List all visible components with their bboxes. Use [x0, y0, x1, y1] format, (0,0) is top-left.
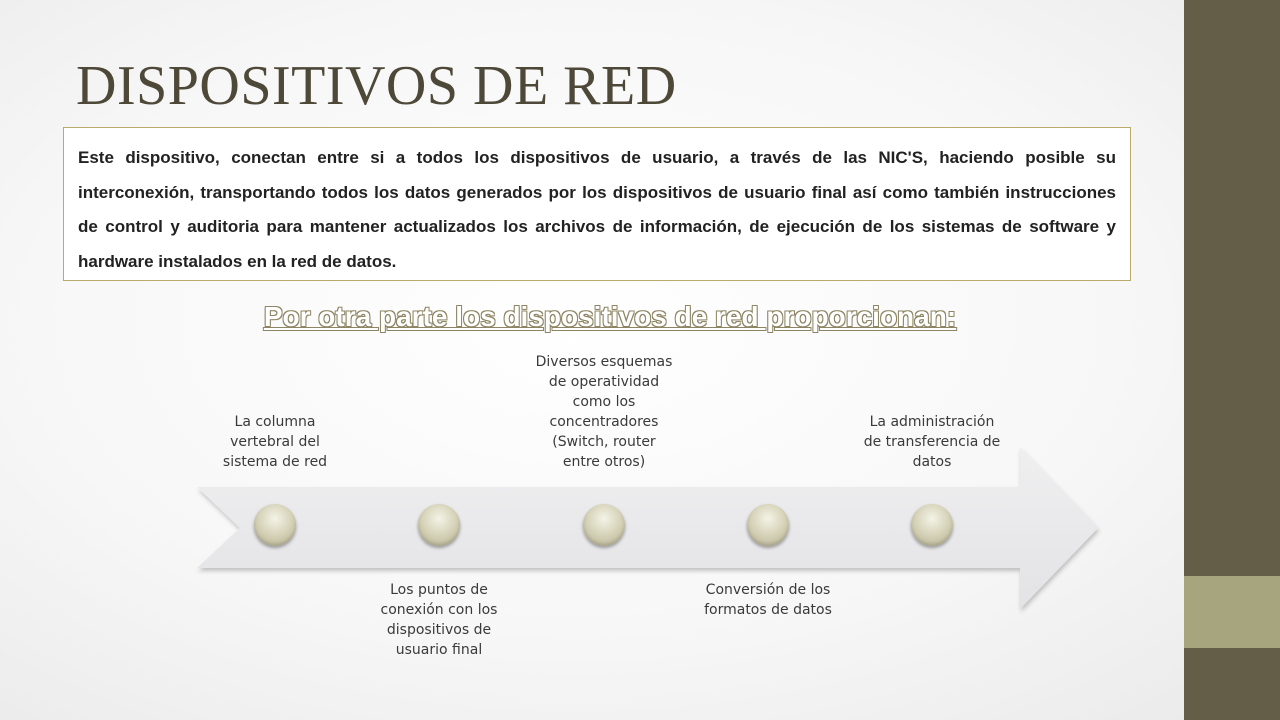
- timeline-step-label-5: La administración de transferencia de datos: [863, 414, 1001, 470]
- slide-title: DISPOSITIVOS DE RED: [76, 55, 677, 117]
- timeline-dot-5: [911, 504, 953, 546]
- sidebar-accent-decoration: [1184, 576, 1280, 648]
- timeline-step-label-1: La columna vertebral del sistema de red: [222, 414, 328, 470]
- timeline-step-label-2: Los puntos de conexión con los dispositivos de usuario final: [380, 582, 498, 658]
- timeline-step-label-4: Conversión de los formatos de datos: [704, 582, 832, 618]
- timeline-dot-2: [418, 504, 460, 546]
- timeline-dot-3: [583, 504, 625, 546]
- timeline-dot-4: [747, 504, 789, 546]
- timeline-step-label-3: Diversos esquemas de operatividad como los concentradores (Switch, router entre otros): [535, 354, 673, 470]
- description-box: Este dispositivo, conectan entre si a todos los dispositivos de usuario, a través de las NIC'S, haciendo posible su interconexión, transportando todos los datos generados por los dispositivos de usuario final así como también instrucciones de control y auditoria para mantener actualizados los archivos de información, de ejecución de los sistemas de software y hardware instalados en la red de datos.: [63, 127, 1131, 281]
- timeline-dot-1: [254, 504, 296, 546]
- slide-subtitle: Por otra parte los dispositivos de red proporcionan:: [263, 301, 957, 332]
